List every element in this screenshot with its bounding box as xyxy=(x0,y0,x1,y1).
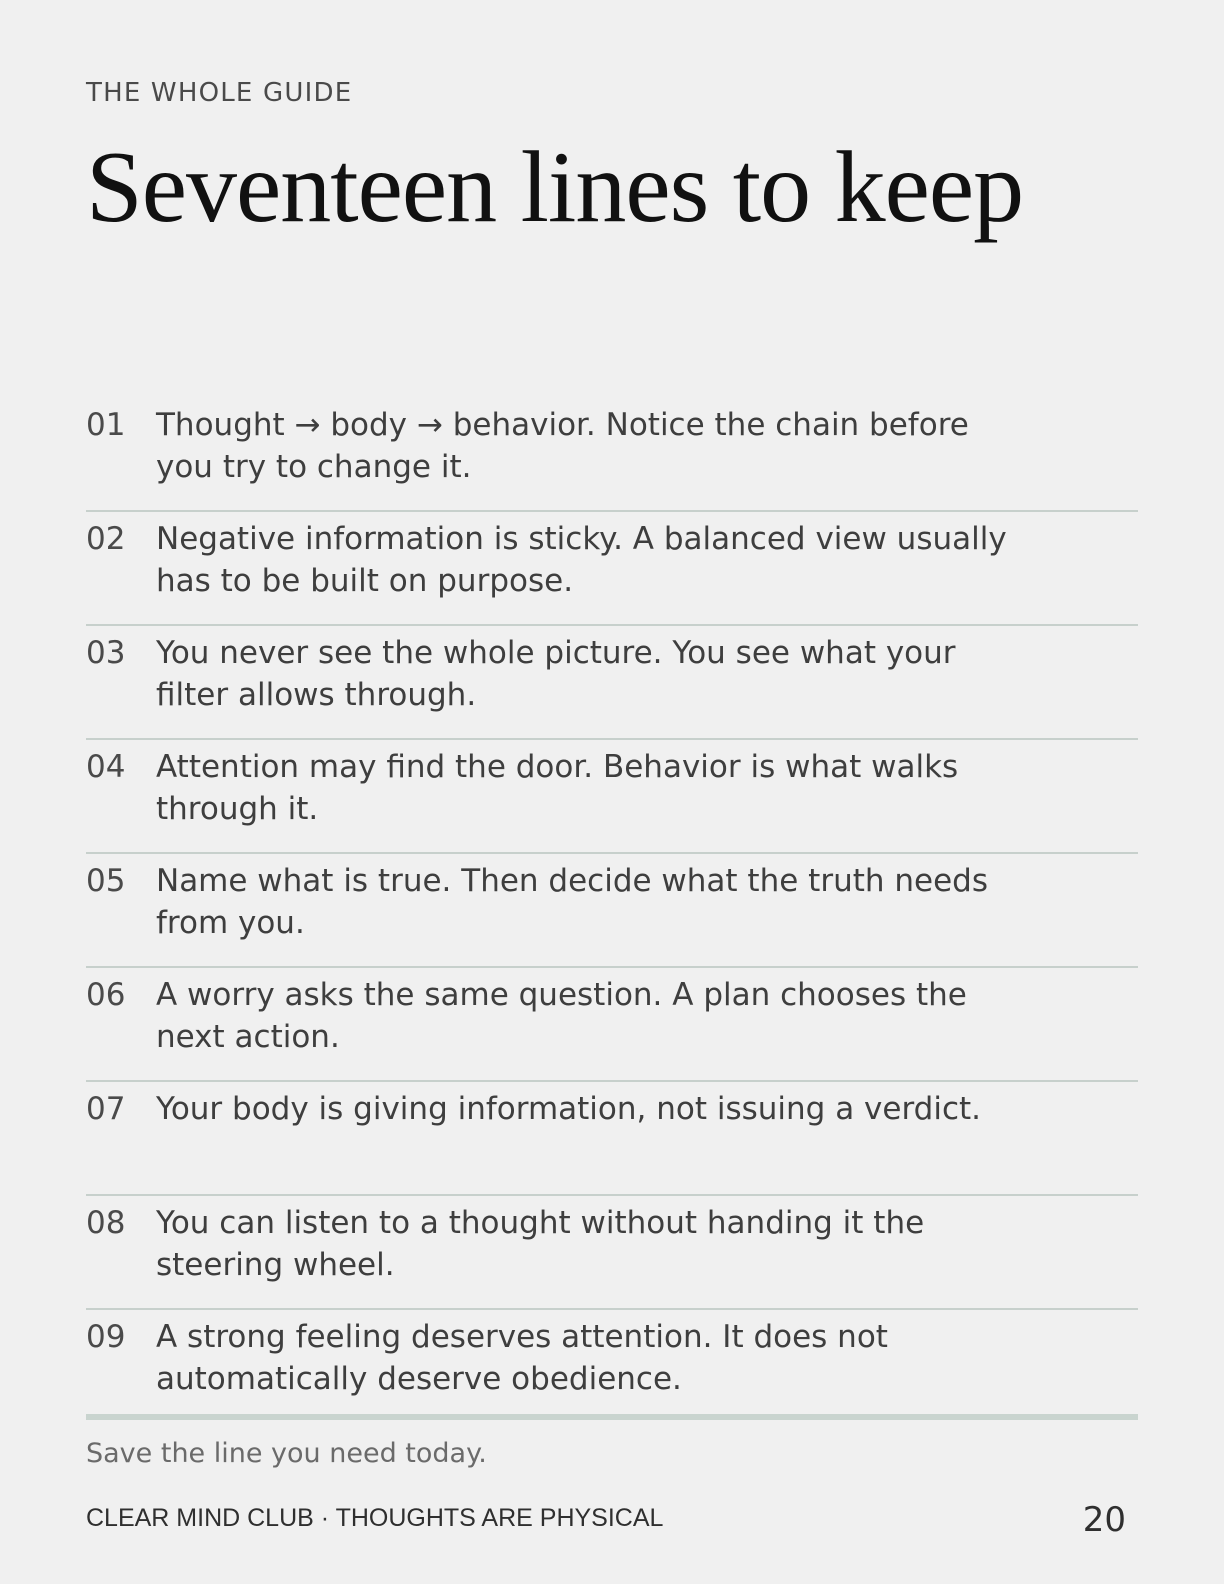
line-text: Name what is true. Then decide what the truth needs from you. xyxy=(156,863,988,941)
brand-line: CLEAR MIND CLUB · THOUGHTS ARE PHYSICAL xyxy=(86,1504,664,1532)
line-number: 09 xyxy=(86,1319,126,1355)
line-text: Thought → body → behavior. Notice the chain before you try to change it. xyxy=(156,407,969,485)
line-text: A strong feeling deserves attention. It does not automatically deserve obedience. xyxy=(156,1319,888,1397)
footer-divider xyxy=(86,1414,1138,1420)
list-item xyxy=(86,968,1138,1082)
line-number: 03 xyxy=(86,635,126,671)
line-number: 02 xyxy=(86,521,126,557)
list-item xyxy=(86,1082,1138,1196)
list-item xyxy=(86,398,1138,512)
list-item xyxy=(86,626,1138,740)
list-item xyxy=(86,512,1138,626)
list-item xyxy=(86,1310,1138,1424)
footer-note: Save the line you need today. xyxy=(86,1438,487,1469)
page-number: 20 xyxy=(1082,1500,1126,1540)
line-text: You can listen to a thought without handing it the steering wheel. xyxy=(156,1205,925,1283)
lines-list xyxy=(86,398,1138,1424)
line-text: A worry asks the same question. A plan chooses the next action. xyxy=(156,977,967,1055)
line-text: Negative information is sticky. A balanced view usually has to be built on purpose. xyxy=(156,521,1007,599)
list-item xyxy=(86,854,1138,968)
line-text: You never see the whole picture. You see what your filter allows through. xyxy=(156,635,956,713)
line-number: 07 xyxy=(86,1091,126,1127)
section-kicker: THE WHOLE GUIDE xyxy=(86,78,353,108)
line-text: Attention may find the door. Behavior is what walks through it. xyxy=(156,749,959,827)
line-number: 06 xyxy=(86,977,126,1013)
list-item xyxy=(86,1196,1138,1310)
page-title: Seventeen lines to keep xyxy=(86,131,1024,244)
line-text: Your body is giving information, not issuing a verdict. xyxy=(156,1091,982,1127)
line-number: 08 xyxy=(86,1205,126,1241)
list-item xyxy=(86,740,1138,854)
line-number: 01 xyxy=(86,407,126,443)
line-number: 04 xyxy=(86,749,126,785)
guide-page xyxy=(86,0,1138,1584)
line-number: 05 xyxy=(86,863,126,899)
